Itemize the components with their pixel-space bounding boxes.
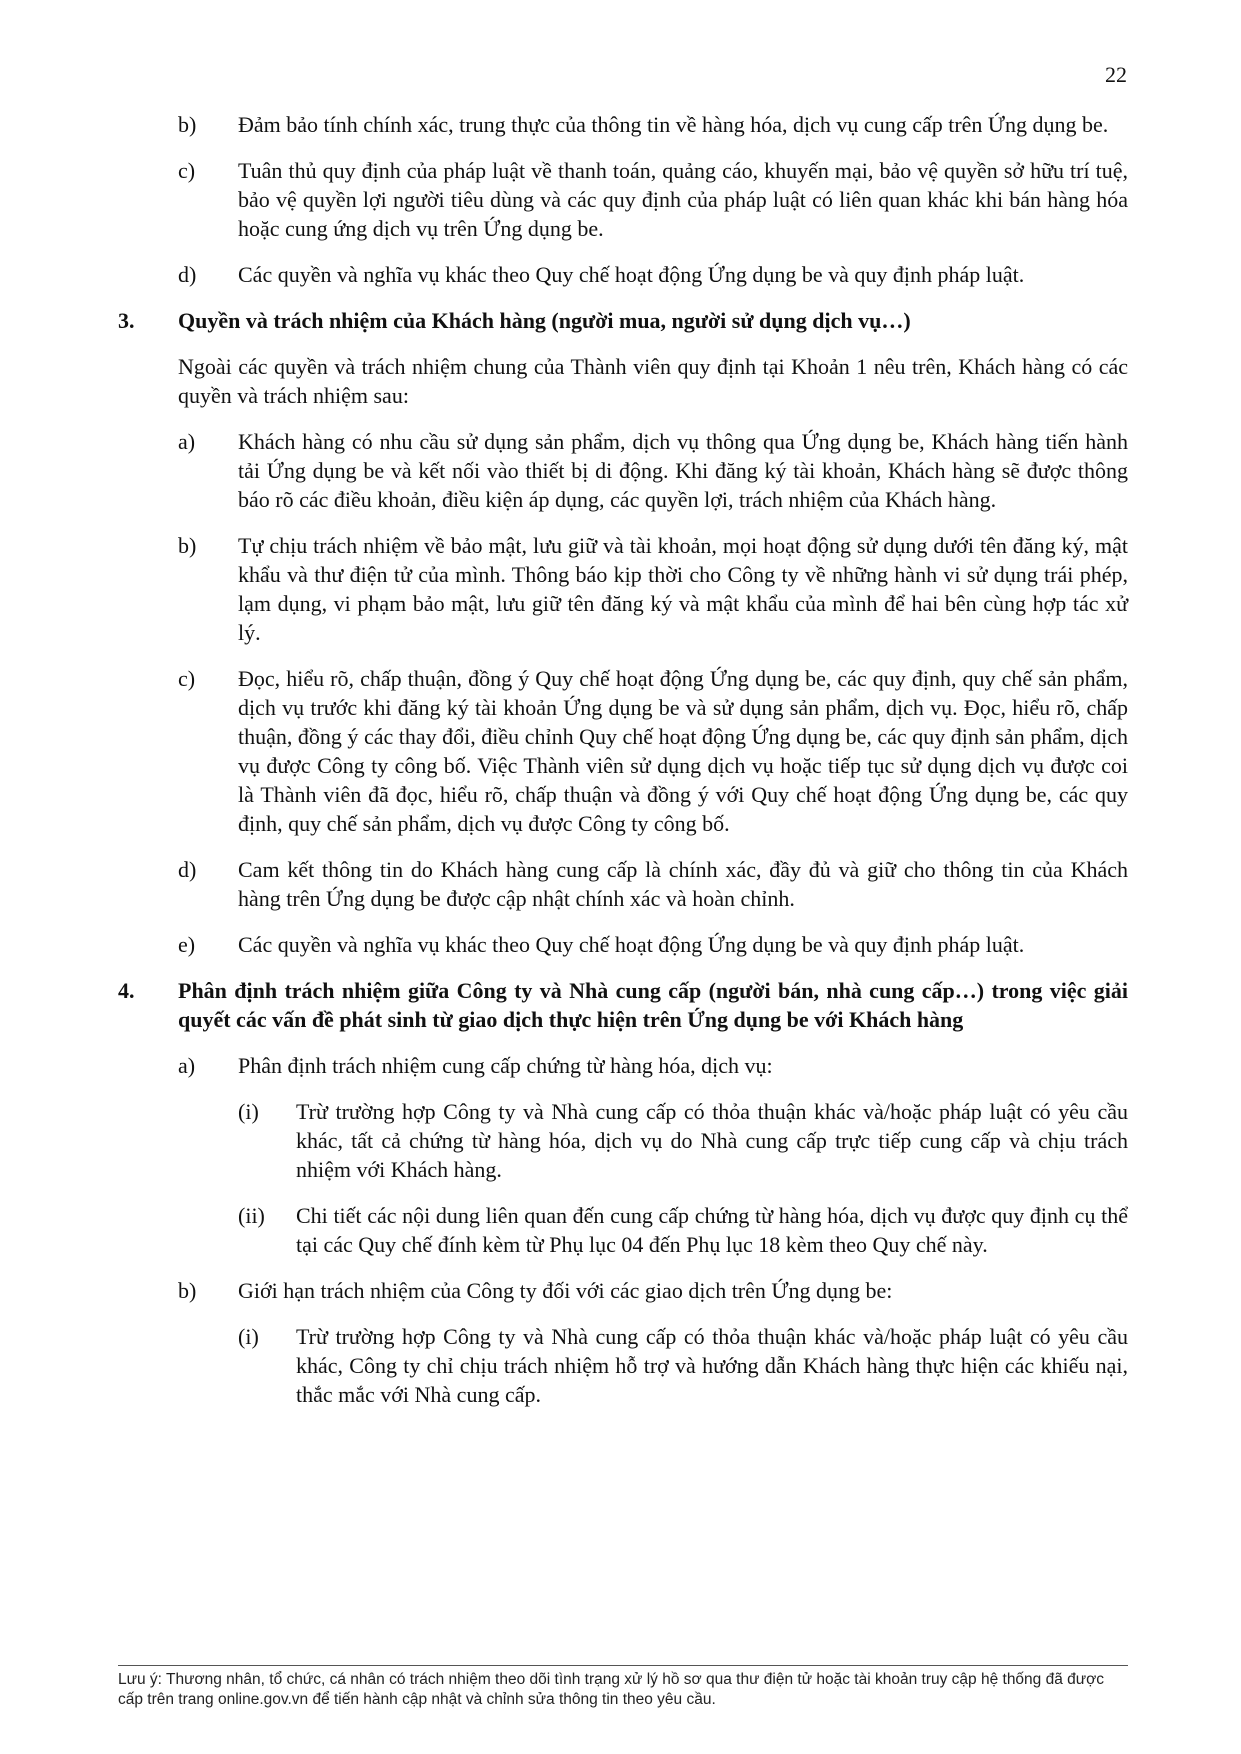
item-label: d) <box>178 262 197 287</box>
item-label: c) <box>178 666 196 691</box>
list-item <box>118 427 1128 514</box>
section-title: Quyền và trách nhiệm của Khách hàng (người mua, người sử dụng dịch vụ…) <box>178 308 911 333</box>
item-label: c) <box>178 158 196 183</box>
item-label: b) <box>178 112 197 137</box>
item-label: b) <box>178 1278 197 1303</box>
page-number: 22 <box>1105 62 1127 87</box>
sub-item-text: Trừ trường hợp Công ty và Nhà cung cấp có thỏa thuận khác và/hoặc pháp luật có yêu cầu khác, tất cả chứng từ hàng hóa, dịch vụ do Nhà cung cấp trực tiếp cung cấp và chịu trách nhiệm với Khách hàng. <box>296 1099 1128 1182</box>
item-text: Tự chịu trách nhiệm về bảo mật, lưu giữ và tài khoản, mọi hoạt động sử dụng dưới tên đăng ký, mật khẩu và thư điện tử của mình. Thông báo kịp thời cho Công ty về những hành vi sử dụng trái phép, lạm dụng, vi phạm bảo mật, lưu giữ tên đăng ký và mật khẩu của mình để hai bên cùng hợp tác xử lý. <box>238 533 1128 645</box>
list-item <box>118 664 1128 838</box>
list-item <box>118 110 1128 139</box>
list-item <box>118 156 1128 243</box>
list-item <box>118 531 1128 647</box>
item-text: Đảm bảo tính chính xác, trung thực của thông tin về hàng hóa, dịch vụ cung cấp trên Ứng dụng be. <box>238 112 1109 137</box>
section-intro: Ngoài các quyền và trách nhiệm chung của Thành viên quy định tại Khoản 1 nêu trên, Khách hàng có các quyền và trách nhiệm sau: <box>178 354 1128 408</box>
section-number: 4. <box>118 978 135 1003</box>
item-text: Khách hàng có nhu cầu sử dụng sản phẩm, dịch vụ thông qua Ứng dụng be, Khách hàng tiến hành tải Ứng dụng be và kết nối vào thiết bị di động. Khi đăng ký tài khoản, Khách hàng sẽ được thông báo rõ các điều khoản, điều kiện áp dụng, các quyền lợi, trách nhiệm của Khách hàng. <box>238 429 1128 512</box>
sub-item-text: Trừ trường hợp Công ty và Nhà cung cấp có thỏa thuận khác và/hoặc pháp luật có yêu cầu khác, Công ty chỉ chịu trách nhiệm hỗ trợ và hướng dẫn Khách hàng thực hiện các khiếu nại, thắc mắc với Nhà cung cấp. <box>296 1324 1128 1407</box>
section-title: Phân định trách nhiệm giữa Công ty và Nhà cung cấp (người bán, nhà cung cấp…) trong việc giải quyết các vấn đề phát sinh từ giao dịch thực hiện trên Ứng dụng be với Khách hàng <box>178 978 1128 1032</box>
sub-list-item <box>118 1097 1128 1184</box>
item-label: a) <box>178 1053 196 1078</box>
section-heading-4 <box>118 976 1128 1034</box>
item-text: Giới hạn trách nhiệm của Công ty đối với các giao dịch trên Ứng dụng be: <box>238 1278 893 1303</box>
item-text: Các quyền và nghĩa vụ khác theo Quy chế hoạt động Ứng dụng be và quy định pháp luật. <box>238 932 1025 957</box>
sub-item-text: Chi tiết các nội dung liên quan đến cung cấp chứng từ hàng hóa, dịch vụ được quy định cụ thể tại các Quy chế đính kèm từ Phụ lục 04 đến Phụ lục 18 kèm theo Quy chế này. <box>296 1203 1128 1257</box>
section-number: 3. <box>118 308 135 333</box>
item-label: a) <box>178 429 196 454</box>
list-item <box>118 1276 1128 1305</box>
footer-note: Lưu ý: Thương nhân, tổ chức, cá nhân có trách nhiệm theo dõi tình trạng xử lý hồ sơ qua thư điện tử hoặc tài khoản truy cập hệ thống đã được cấp trên trang online.gov.vn để tiến hành cập nhật và chỉnh sửa thông tin theo yêu cầu. <box>118 1671 1105 1708</box>
list-item <box>118 855 1128 913</box>
list-item <box>118 930 1128 959</box>
sub-item-label: (i) <box>238 1099 259 1124</box>
item-text: Phân định trách nhiệm cung cấp chứng từ hàng hóa, dịch vụ: <box>238 1053 773 1078</box>
item-label: b) <box>178 533 197 558</box>
sub-item-label: (ii) <box>238 1203 265 1228</box>
item-label: e) <box>178 932 196 957</box>
section-heading-3 <box>118 306 1128 335</box>
sub-list-item <box>118 1201 1128 1259</box>
document-body <box>118 110 1128 1426</box>
list-item <box>118 1051 1128 1080</box>
item-text: Các quyền và nghĩa vụ khác theo Quy chế hoạt động Ứng dụng be và quy định pháp luật. <box>238 262 1025 287</box>
item-text: Đọc, hiểu rõ, chấp thuận, đồng ý Quy chế hoạt động Ứng dụng be, các quy định, quy chế sản phẩm, dịch vụ trước khi đăng ký tài khoản Ứng dụng be và sử dụng sản phẩm, dịch vụ. Đọc, hiểu rõ, chấp thuận, đồng ý các thay đổi, điều chỉnh Quy chế hoạt động Ứng dụng be, các quy định sản phẩm, dịch vụ được Công ty công bố. Việc Thành viên sử dụng dịch vụ hoặc tiếp tục sử dụng dịch vụ được coi là Thành viên đã đọc, hiểu rõ, chấp thuận và đồng ý với Quy chế hoạt động Ứng dụng be, các quy định, quy chế sản phẩm, dịch vụ được Công ty công bố. <box>238 666 1128 836</box>
item-label: d) <box>178 857 197 882</box>
list-item <box>118 260 1128 289</box>
item-text: Cam kết thông tin do Khách hàng cung cấp là chính xác, đầy đủ và giữ cho thông tin của Khách hàng trên Ứng dụng be được cập nhật chính xác và hoàn chỉnh. <box>238 857 1128 911</box>
sub-item-label: (i) <box>238 1324 259 1349</box>
sub-list-item <box>118 1322 1128 1409</box>
item-text: Tuân thủ quy định của pháp luật về thanh toán, quảng cáo, khuyến mại, bảo vệ quyền sở hữu trí tuệ, bảo vệ quyền lợi người tiêu dùng và các quy định của pháp luật có liên quan khác khi bán hàng hóa hoặc cung ứng dịch vụ trên Ứng dụng be. <box>238 158 1128 241</box>
footer-divider <box>118 1665 1128 1666</box>
